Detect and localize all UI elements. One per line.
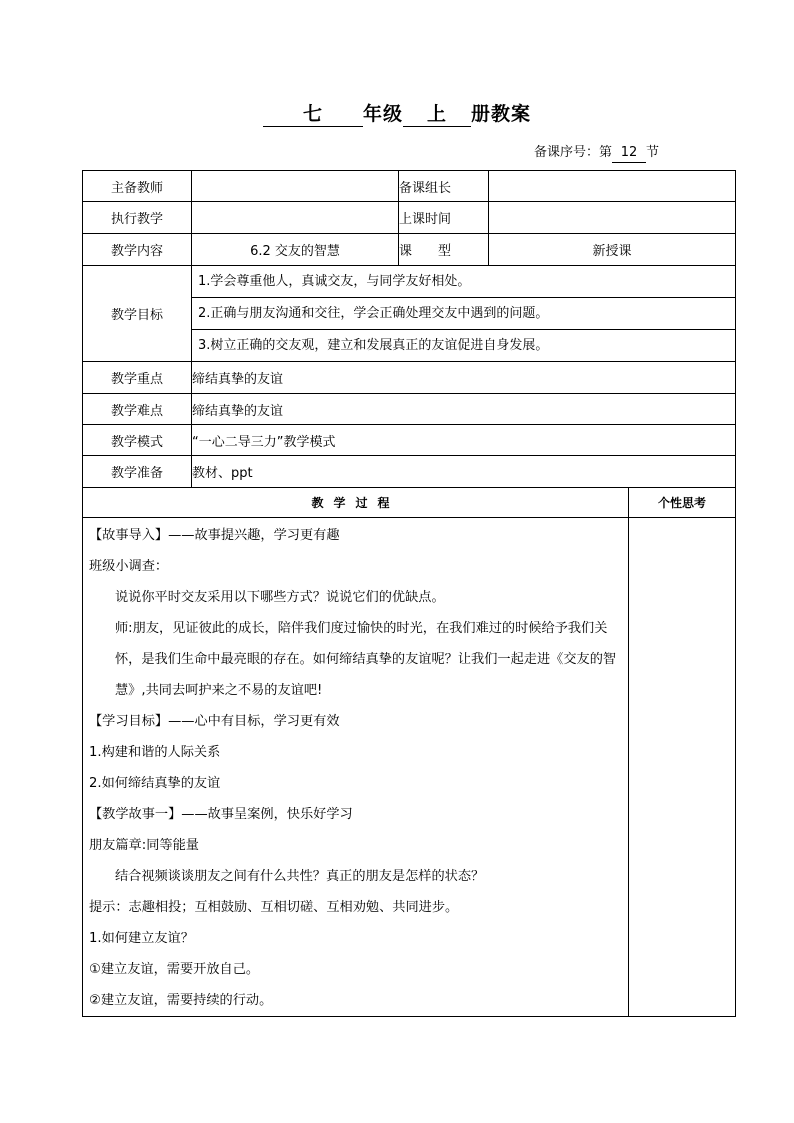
mode-value: “一心二导三力”教学模式 (192, 425, 736, 456)
content-value: 6.2 交友的智慧 (192, 234, 399, 266)
group-leader-label: 备课组长 (399, 171, 489, 202)
difficulty-label: 教学难点 (83, 394, 192, 425)
teacher-value (192, 171, 399, 202)
term-suffix: 册教案 (471, 103, 532, 125)
table-row (83, 362, 736, 394)
goal-item: 3.树立正确的交友观，建立和发展真正的友谊促进自身发展。 (198, 338, 549, 353)
process-line: 【教学故事一】——故事呈案例，快乐好学习 (89, 807, 353, 822)
key-label: 教学重点 (83, 362, 192, 394)
lesson-number (534, 144, 659, 163)
teacher-label: 主备教师 (83, 171, 192, 202)
difficulty-value: 缔结真挚的友谊 (192, 394, 736, 425)
table-row (83, 266, 736, 362)
lesson-number-suffix: 节 (646, 145, 660, 160)
lesson-number-value: 12 (612, 144, 646, 163)
prep-value: 教材、ppt (192, 456, 736, 488)
process-line: 说说你平时交友采用以下哪些方式？说说它们的优缺点。 (115, 590, 445, 605)
goal-item: 1.学会尊重他人，真诚交友，与同学友好相处。 (192, 266, 735, 298)
process-content (83, 518, 629, 1017)
page-title (0, 102, 794, 127)
personal-notes-cell (629, 518, 736, 1017)
grade-suffix: 年级 (362, 103, 403, 125)
table-row (83, 171, 736, 202)
time-label: 上课时间 (399, 202, 489, 234)
personal-header: 个性思考 (629, 488, 736, 518)
table-row (83, 202, 736, 234)
process-line: 结合视频谈谈朋友之间有什么共性？真正的朋友是怎样的状态？ (115, 869, 485, 884)
group-leader-value (489, 171, 736, 202)
table-row (83, 456, 736, 488)
lesson-number-prefix: 备课序号：第 (534, 145, 613, 160)
exec-value (192, 202, 399, 234)
prep-label: 教学准备 (83, 456, 192, 488)
process-line: 【故事导入】——故事提兴趣，学习更有趣 (89, 528, 340, 543)
time-value (489, 202, 736, 234)
process-line: 1.如何建立友谊？ (89, 931, 194, 946)
process-header: 教学过程 (83, 488, 629, 518)
table-row (83, 518, 736, 1017)
goals-list (192, 266, 736, 362)
content-label: 教学内容 (83, 234, 192, 266)
process-line: 【学习目标】——心中有目标，学习更有效 (89, 714, 340, 729)
term-value: 上 (403, 102, 471, 127)
process-line: 1.构建和谐的人际关系 (89, 745, 221, 760)
process-line: 班级小调查： (89, 559, 169, 574)
type-label: 课 型 (399, 234, 489, 266)
mode-label: 教学模式 (83, 425, 192, 456)
goals-label: 教学目标 (83, 266, 192, 362)
table-row (83, 488, 736, 518)
process-line: ②建立友谊，需要持续的行动。 (89, 993, 273, 1008)
table-row (83, 394, 736, 425)
grade-value: 七 (263, 102, 363, 127)
key-value: 缔结真挚的友谊 (192, 362, 736, 394)
table-row (83, 425, 736, 456)
goal-item: 2.正确与朋友沟通和交往，学会正确处理交友中遇到的问题。 (192, 298, 735, 330)
process-line: ①建立友谊，需要开放自己。 (89, 962, 260, 977)
process-line: 2.如何缔结真挚的友谊 (89, 776, 221, 791)
lesson-plan-table (82, 170, 736, 1017)
process-paragraph: 师:朋友，见证彼此的成长，陪伴我们度过愉快的时光，在我们难过的时候给予我们关怀，是我们生命中最亮眼的存在。如何缔结真挚的友谊呢？让我们一起走进《交友的智慧》,共同去呵护来之不易的友谊吧! (115, 621, 617, 698)
process-line: 提示：志趣相投；互相鼓励、互相切磋、互相劝勉、共同进步。 (89, 900, 459, 915)
type-value: 新授课 (489, 234, 736, 266)
exec-label: 执行教学 (83, 202, 192, 234)
process-line: 朋友篇章:同等能量 (89, 838, 199, 853)
table-row (83, 234, 736, 266)
